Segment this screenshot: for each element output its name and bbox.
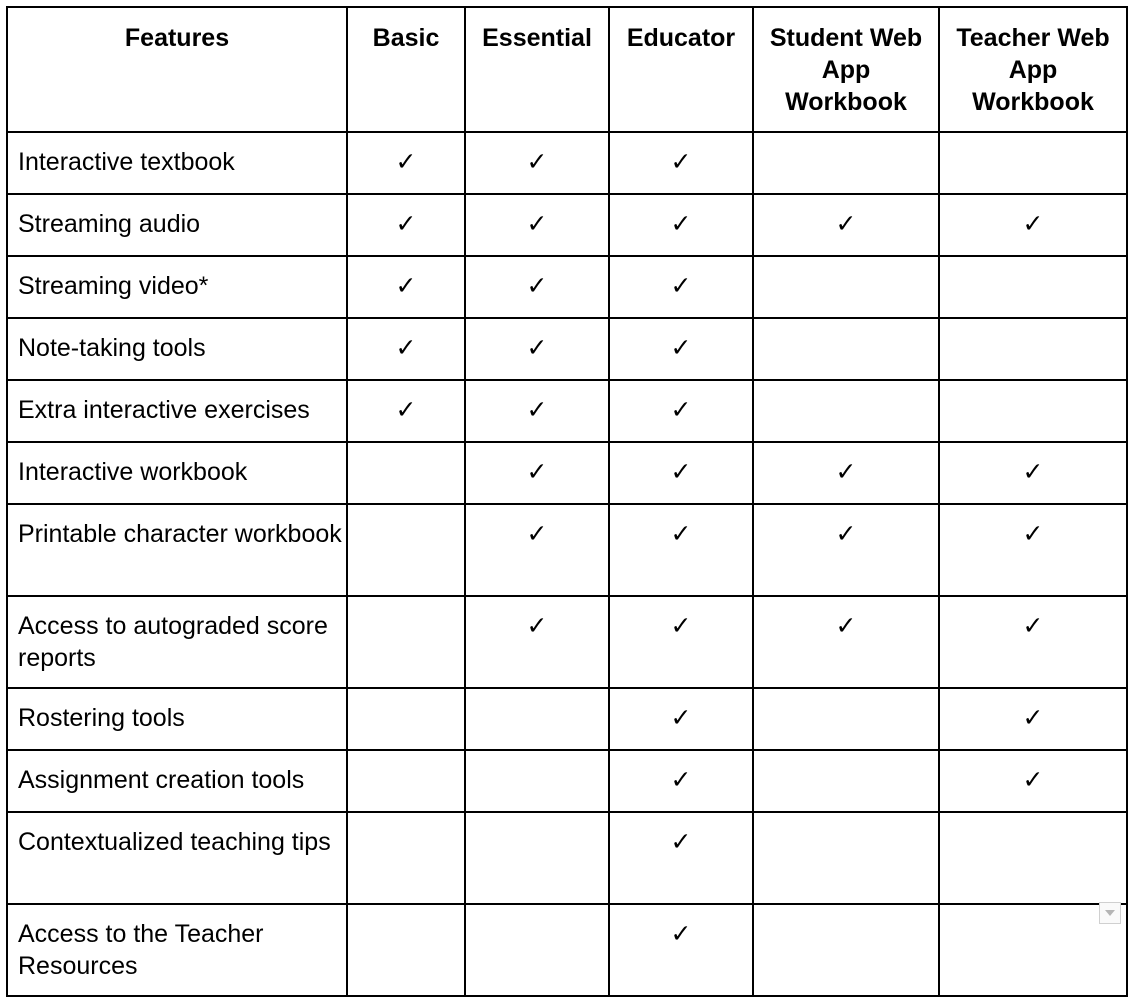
empty-cell [465, 904, 609, 996]
chevron-down-icon[interactable] [1099, 902, 1121, 924]
feature-cell: Assignment creation tools [7, 750, 347, 812]
check-icon: ✓ [347, 256, 465, 318]
empty-cell [347, 596, 465, 688]
empty-cell [347, 904, 465, 996]
header-label: Essential [482, 24, 592, 52]
table-row [7, 194, 1127, 256]
empty-cell [939, 812, 1127, 904]
check-icon: ✓ [609, 596, 753, 688]
empty-cell [753, 812, 939, 904]
check-icon: ✓ [939, 504, 1127, 596]
check-icon: ✓ [609, 318, 753, 380]
table-row [7, 812, 1127, 904]
feature-cell: Interactive workbook [7, 442, 347, 504]
header-label: Basic [372, 24, 440, 52]
feature-cell: Streaming video* [7, 256, 347, 318]
check-icon: ✓ [465, 318, 609, 380]
header-row [7, 7, 1127, 132]
table-row [7, 256, 1127, 318]
feature-cell: Rostering tools [7, 688, 347, 750]
feature-cell: Contextualized teaching tips [7, 812, 347, 904]
check-icon: ✓ [609, 256, 753, 318]
empty-cell [939, 318, 1127, 380]
table-row [7, 904, 1127, 996]
check-icon: ✓ [609, 904, 753, 996]
check-icon: ✓ [939, 194, 1127, 256]
check-icon: ✓ [347, 318, 465, 380]
header-label: Features [124, 24, 230, 52]
empty-cell [465, 750, 609, 812]
header-basic [347, 7, 465, 132]
check-icon: ✓ [465, 504, 609, 596]
check-icon: ✓ [465, 380, 609, 442]
table-row [7, 688, 1127, 750]
empty-cell [939, 380, 1127, 442]
empty-cell [347, 750, 465, 812]
empty-cell [753, 132, 939, 194]
feature-cell: Extra interactive exercises [7, 380, 347, 442]
check-icon: ✓ [347, 194, 465, 256]
table-body [7, 132, 1127, 996]
empty-cell [753, 904, 939, 996]
feature-cell: Access to the Teacher Resources [7, 904, 347, 996]
check-icon: ✓ [939, 442, 1127, 504]
feature-cell: Note-taking tools [7, 318, 347, 380]
header-label: Teacher Web App Workbook [956, 24, 1110, 116]
header-student-web-app-workbook [753, 7, 939, 132]
check-icon: ✓ [609, 812, 753, 904]
check-icon: ✓ [753, 596, 939, 688]
empty-cell [753, 318, 939, 380]
check-icon: ✓ [347, 380, 465, 442]
feature-cell: Streaming audio [7, 194, 347, 256]
table-row [7, 596, 1127, 688]
empty-cell [753, 688, 939, 750]
header-educator [609, 7, 753, 132]
check-icon: ✓ [609, 132, 753, 194]
check-icon: ✓ [753, 504, 939, 596]
check-icon: ✓ [753, 442, 939, 504]
check-icon: ✓ [609, 688, 753, 750]
table-row [7, 504, 1127, 596]
table-row [7, 132, 1127, 194]
check-icon: ✓ [939, 688, 1127, 750]
check-icon: ✓ [609, 194, 753, 256]
check-icon: ✓ [609, 750, 753, 812]
check-icon: ✓ [465, 132, 609, 194]
feature-cell: Printable character workbook [7, 504, 347, 596]
empty-cell [939, 256, 1127, 318]
empty-cell [347, 442, 465, 504]
table-row [7, 442, 1127, 504]
header-label: Student Web App Workbook [769, 24, 923, 116]
header-essential [465, 7, 609, 132]
empty-cell [939, 132, 1127, 194]
check-icon: ✓ [465, 256, 609, 318]
check-icon: ✓ [939, 596, 1127, 688]
table-row [7, 380, 1127, 442]
feature-cell: Interactive textbook [7, 132, 347, 194]
feature-cell: Access to autograded score reports [7, 596, 347, 688]
empty-cell [347, 504, 465, 596]
check-icon: ✓ [465, 442, 609, 504]
empty-cell [347, 688, 465, 750]
empty-cell [753, 256, 939, 318]
check-icon: ✓ [939, 750, 1127, 812]
empty-cell [465, 812, 609, 904]
empty-cell [465, 688, 609, 750]
empty-cell [753, 750, 939, 812]
table-row [7, 750, 1127, 812]
check-icon: ✓ [609, 380, 753, 442]
check-icon: ✓ [465, 596, 609, 688]
header-label: Educator [626, 24, 736, 52]
empty-cell [753, 380, 939, 442]
check-icon: ✓ [347, 132, 465, 194]
features-comparison-table [6, 6, 1128, 997]
check-icon: ✓ [609, 504, 753, 596]
header-teacher-web-app-workbook [939, 7, 1127, 132]
table-row [7, 318, 1127, 380]
empty-cell [347, 812, 465, 904]
check-icon: ✓ [753, 194, 939, 256]
check-icon: ✓ [609, 442, 753, 504]
header-features [7, 7, 347, 132]
check-icon: ✓ [465, 194, 609, 256]
